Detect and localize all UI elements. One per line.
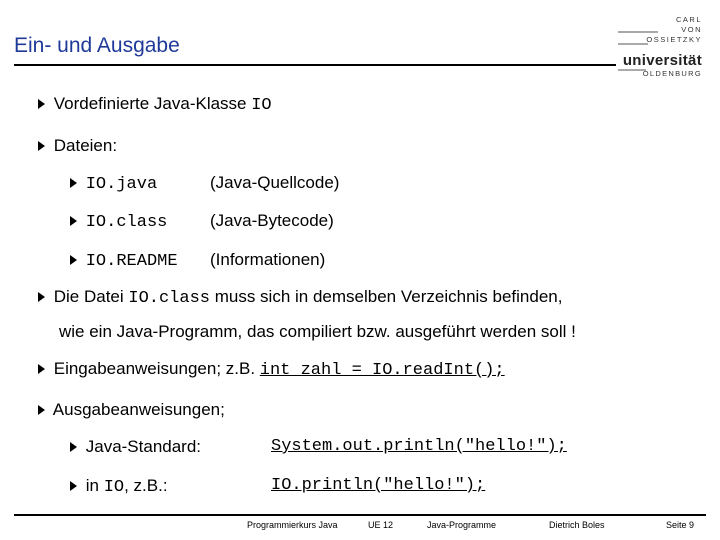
code-filename: IO.README <box>85 252 178 271</box>
bullet-text: Dateien: <box>53 136 118 155</box>
subbullet-io-example <box>70 476 168 497</box>
bullet-arrow-icon <box>70 178 77 188</box>
bullet-arrow-icon <box>38 405 45 415</box>
subbullet-io-class-desc: (Java-Bytecode) <box>210 211 334 230</box>
bullet-file-location <box>38 287 562 308</box>
subbullet-io-class <box>70 211 167 232</box>
bullet-text-continued: , z.B.: <box>124 476 168 495</box>
footer-page-number: Seite 9 <box>666 520 695 530</box>
bullet-arrow-icon <box>38 364 45 374</box>
slide-title: Ein- und Ausgabe <box>14 34 180 57</box>
bullet-text-continued: muss sich in demselben Verzeichnis befinden, <box>210 287 563 306</box>
bullet-text: Ausgabeanweisungen; <box>52 400 225 419</box>
logo-text-ossietzky: OSSIETZKY <box>646 35 702 44</box>
footer-divider <box>14 514 706 516</box>
bullet-text: Die Datei <box>53 287 129 306</box>
footer-topic: Java-Programme <box>427 520 497 530</box>
bullet-file-location-line2: wie ein Java-Programm, das compiliert bzw. ausgeführt werden soll ! <box>59 322 576 341</box>
footer-unit: UE 12 <box>368 520 394 530</box>
logo-text-von: VON <box>681 25 702 34</box>
code-io-class: IO.class <box>128 289 210 308</box>
bullet-arrow-icon <box>70 442 77 452</box>
logo-text-carl: CARL <box>675 15 702 24</box>
subbullet-io-java-desc: (Java-Quellcode) <box>210 173 340 192</box>
bullet-arrow-icon <box>70 255 77 265</box>
bullet-arrow-icon <box>38 141 45 151</box>
bullet-text: Vordefinierte Java-Klasse <box>53 94 252 113</box>
code-filename: IO.java <box>85 175 158 194</box>
bullet-output-statements <box>38 400 225 420</box>
subbullet-io-readme <box>70 250 178 271</box>
title-divider <box>14 64 616 66</box>
bullet-arrow-icon <box>38 292 45 302</box>
logo-text-universitaet: universität <box>622 52 702 69</box>
logo-text-oldenburg: OLDENBURG <box>642 69 702 78</box>
bullet-text: Java-Standard: <box>85 437 202 456</box>
code-readint: int zahl = IO.readInt(); <box>259 361 505 380</box>
code-system-println: System.out.println("hello!"); <box>271 437 567 456</box>
bullet-text: in <box>85 476 104 495</box>
code-filename: IO.class <box>85 213 168 232</box>
bullet-text: Eingabeanweisungen; z.B. <box>53 359 260 378</box>
university-logo <box>618 14 702 78</box>
bullet-arrow-icon <box>70 481 77 491</box>
bullet-arrow-icon <box>38 99 45 109</box>
code-io: IO <box>103 478 125 497</box>
code-io-println: IO.println("hello!"); <box>271 476 486 495</box>
bullet-arrow-icon <box>70 216 77 226</box>
footer-course: Programmierkurs Java <box>247 520 338 530</box>
subbullet-java-standard <box>70 437 201 457</box>
footer-author: Dietrich Boles <box>549 520 605 530</box>
subbullet-io-readme-desc: (Informationen) <box>210 250 326 269</box>
subbullet-io-java <box>70 173 157 194</box>
bullet-predefined-class <box>38 94 272 115</box>
code-io: IO <box>251 96 272 115</box>
bullet-input-statements <box>38 359 505 380</box>
bullet-files <box>38 136 117 156</box>
